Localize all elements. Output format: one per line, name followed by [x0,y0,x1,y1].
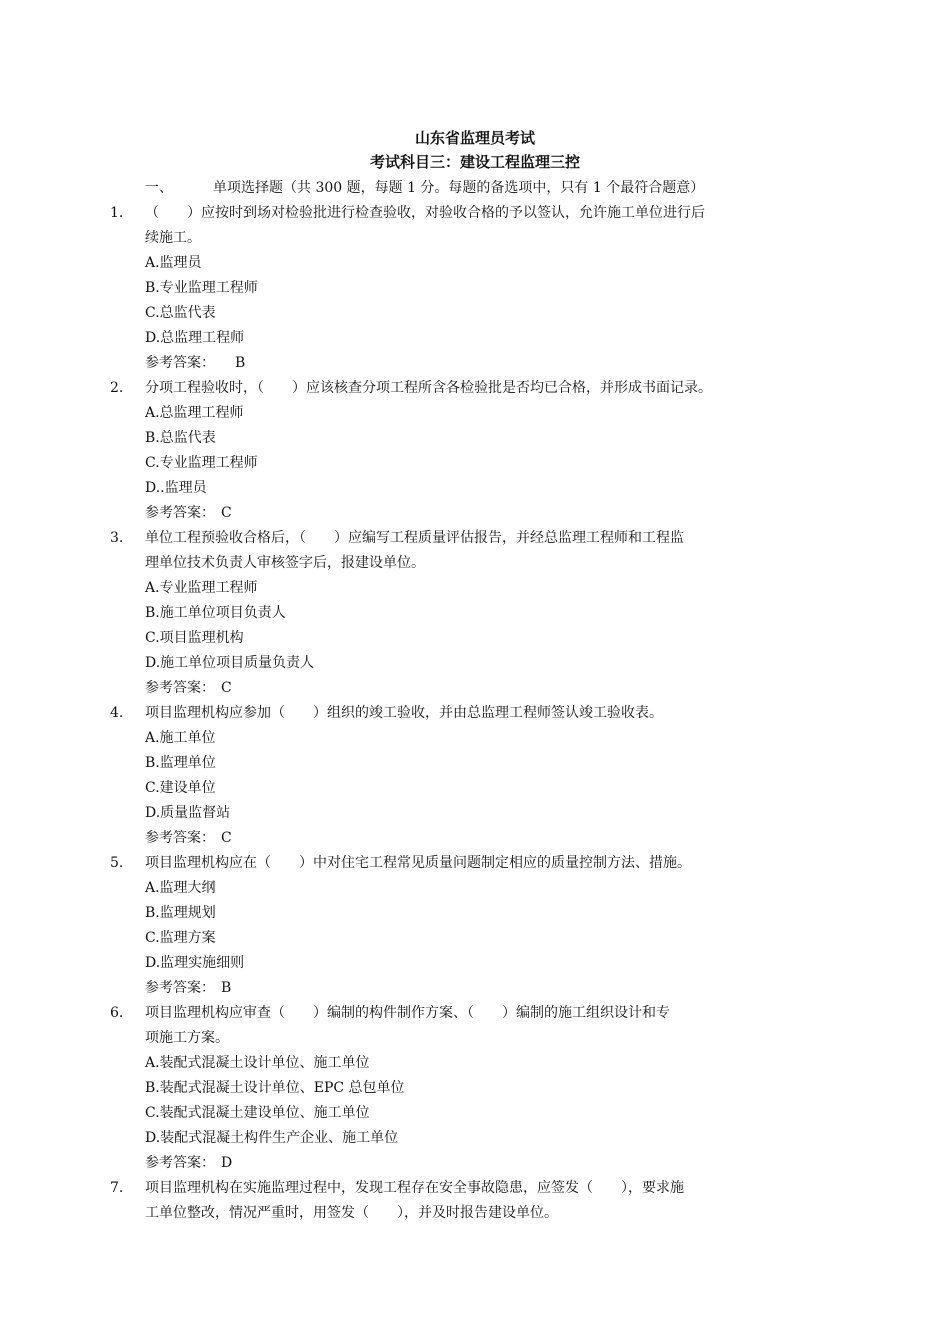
section-heading [145,176,704,200]
reference-answer-value: C [221,830,232,846]
question-text: 项目监理机构应在（ ）中对住宅工程常见质量问题制定相应的质量控制方法、措施。 [145,855,691,871]
reference-answer-label: 参考答案： [145,1155,215,1171]
answer-option: D.监理实施细则 [145,955,245,971]
document-title: 山东省监理员考试 [414,129,535,147]
question-stem-line [0,1026,950,1051]
reference-answer-label: 参考答案： [145,355,215,371]
question-number: 7. [110,1180,124,1196]
section-text: 单项选择题（共 300 题，每题 1 分。每题的备选项中，只有 1 个最符合题意） [213,180,705,196]
question-stem-line [0,1176,950,1201]
question-item [0,526,950,701]
reference-answer-value: B [221,355,246,371]
answer-option: A.监理大纲 [145,880,216,896]
title-block [0,126,950,175]
answer-option: A.专业监理工程师 [145,580,258,596]
question-number: 4. [110,705,124,721]
reference-answer [0,501,950,526]
answer-option: D..监理员 [145,480,207,496]
question-number: 1. [110,205,124,221]
answer-option: B.监理单位 [145,755,216,771]
question-item [0,1001,950,1176]
question-number: 5. [110,855,124,871]
answer-option: B.监理规划 [145,905,216,921]
answer-option: B.专业监理工程师 [145,280,258,296]
reference-answer-value: D [221,1155,233,1171]
reference-answer-value: B [221,980,232,996]
document-subtitle: 考试科目三：建设工程监理三控 [369,153,580,171]
answer-option: B.总监代表 [145,430,216,446]
answer-option: A.总监理工程师 [145,405,244,421]
answer-option: C.总监代表 [145,305,216,321]
answer-option: C.装配式混凝土建设单位、施工单位 [145,1105,370,1121]
question-stem-line [0,851,950,876]
question-stem-line [0,1001,950,1026]
answer-option: A.装配式混凝土设计单位、施工单位 [145,1055,370,1071]
answer-option: D.总监理工程师 [145,330,245,346]
question-stem-line [0,701,950,726]
question-text: 项施工方案。 [145,1030,229,1046]
question-text: 项目监理机构应参加（ ）组织的竣工验收，并由总监理工程师签认竣工验收表。 [145,705,663,721]
question-list [0,201,950,1226]
question-number: 6. [110,1005,124,1021]
question-number: 2. [110,380,124,396]
question-text: 续施工。 [145,230,201,246]
answer-option: D.施工单位项目质量负责人 [145,655,315,671]
reference-answer-label: 参考答案： [145,980,215,996]
question-stem-line [0,551,950,576]
answer-option: D.装配式混凝土构件生产企业、施工单位 [145,1130,399,1146]
reference-answer [0,976,950,1001]
reference-answer [0,1151,950,1176]
answer-option: C.项目监理机构 [145,630,244,646]
question-stem-line [0,201,950,226]
answer-option: A.监理员 [145,255,202,271]
reference-answer-value: C [221,505,232,521]
reference-answer-label: 参考答案： [145,505,215,521]
question-text: 项目监理机构应审查（ ）编制的构件制作方案、（ ）编制的施工组织设计和专 [145,1005,670,1021]
section-number: 一、 [145,180,173,196]
reference-answer-value: C [221,680,232,696]
question-item [0,201,950,376]
answer-option: C.专业监理工程师 [145,455,258,471]
question-item [0,1176,950,1226]
question-text: 理单位技术负责人审核签字后，报建设单位。 [145,555,425,571]
question-item [0,376,950,526]
answer-option: D.质量监督站 [145,805,231,821]
answer-option: A.施工单位 [145,730,216,746]
reference-answer [0,351,950,376]
question-number: 3. [110,530,124,546]
reference-answer [0,826,950,851]
question-text: （ ）应按时到场对检验批进行检查验收，对验收合格的予以签认，允许施工单位进行后 [145,205,705,221]
question-stem-line [0,226,950,251]
question-stem-line [0,1201,950,1226]
reference-answer-label: 参考答案： [145,680,215,696]
question-stem-line [0,376,950,401]
question-text: 项目监理机构在实施监理过程中，发现工程存在安全事故隐患，应签发（ ），要求施 [145,1180,684,1196]
answer-option: B.装配式混凝土设计单位、EPC 总包单位 [145,1080,405,1096]
answer-option: C.监理方案 [145,930,216,946]
answer-option: B.施工单位项目负责人 [145,605,286,621]
question-text: 分项工程验收时，（ ）应该核查分项工程所含各检验批是否均已合格，并形成书面记录。 [145,380,712,396]
question-text: 单位工程预验收合格后，（ ）应编写工程质量评估报告，并经总监理工程师和工程监 [145,530,684,546]
reference-answer-label: 参考答案： [145,830,215,846]
question-text: 工单位整改，情况严重时，用签发（ ），并及时报告建设单位。 [145,1205,558,1221]
question-stem-line [0,526,950,551]
question-item [0,701,950,851]
reference-answer [0,676,950,701]
question-item [0,851,950,1001]
answer-option: C.建设单位 [145,780,216,796]
